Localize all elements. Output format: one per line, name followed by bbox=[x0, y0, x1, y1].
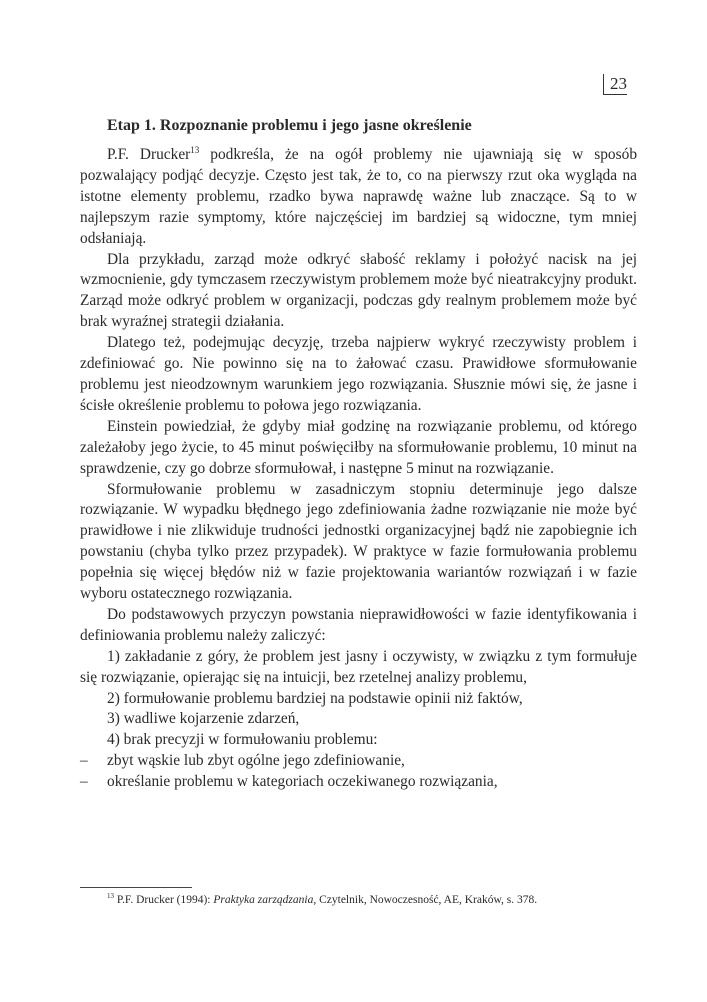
body-text bbox=[80, 145, 637, 793]
paragraph-1 bbox=[80, 145, 637, 250]
footnote-divider bbox=[80, 887, 192, 888]
section-heading: Etap 1. Rozpoznanie problemu i jego jasne określenie bbox=[107, 117, 472, 134]
page-number: 23 bbox=[603, 74, 627, 95]
list-item: 1) zakładanie z góry, że problem jest jasny i oczywisty, w związku z tym formułuje się rozwiązanie, opierając się na intuicji, bez rzetelnej analizy problemu, bbox=[80, 647, 637, 686]
paragraph-6: Do podstawowych przyczyn powstania nieprawidłowości w fazie identyfikowania i definiowania problemu należy zaliczyć: bbox=[80, 605, 637, 644]
footnote-author: P.F. Drucker (1994): bbox=[114, 894, 214, 906]
author-name: P.F. Drucker bbox=[107, 146, 191, 163]
list-item: 4) brak precyzji w formułowaniu problemu: bbox=[107, 731, 378, 749]
footnote-number: 13 bbox=[107, 892, 114, 901]
footnote bbox=[107, 893, 647, 907]
footnote-title: Praktyka zarządzania bbox=[213, 894, 314, 906]
dash-list-item: – zbyt wąskie lub zbyt ogólne jego zdefiniowanie, bbox=[80, 751, 637, 772]
list-item: 2) formułowanie problemu bardziej na podstawie opinii niż faktów, bbox=[107, 689, 523, 707]
footnote-publisher: , Czytelnik, Nowoczesność, AE, Kraków, s. 378. bbox=[313, 894, 538, 906]
dash-list-item: – określanie problemu w kategoriach oczekiwanego rozwiązania, bbox=[80, 772, 637, 793]
paragraph-3: Dlatego też, podejmując decyzję, trzeba najpierw wykryć rzeczywisty problem i zdefiniować go. Nie powinno się na to żałować czasu. Prawidłowe sformułowanie problemu jest nieodzownym warunkiem jego rozwiązania. Słusznie mówi się, że jasne i ścisłe określenie problemu to połowa jego rozwiązania. bbox=[80, 334, 637, 414]
footnote-reference: 13 bbox=[190, 144, 200, 155]
paragraph-4: Einstein powiedział, że gdyby miał godzinę na rozwiązanie problemu, od którego zależałoby jego życie, to 45 minut poświęciłby na sformułowanie problemu, 10 minut na sprawdzenie, czy go dobrze sformułował, i następne 5 minut na rozwiązanie. bbox=[80, 417, 637, 477]
list-item: 3) wadliwe kojarzenie zdarzeń, bbox=[107, 710, 300, 728]
paragraph-1-text: podkreśla, że na ogół problemy nie ujawniają się w sposób pozwalający podjąć decyzje. Często jest tak, że to, co na pierwszy rzut oka wygląda na istotne elementy problemu, rzadko bywa naprawdę ważne lub znaczące. Są to w najlepszym razie symptomy, które najczęściej im bardziej są widoczne, tym mniej odsłaniają. bbox=[80, 146, 638, 247]
paragraph-2: Dla przykładu, zarząd może odkryć słabość reklamy i położyć nacisk na jej wzmocnienie, gdy tymczasem rzeczywistym problemem może być nieatrakcyjny produkt. Zarząd może odkryć problem w organizacji, podczas gdy realnym problemem może być brak wyraźnej strategii działania. bbox=[80, 250, 637, 331]
paragraph-5: Sformułowanie problemu w zasadniczym stopniu determinuje jego dalsze rozwiązanie. W wypadku błędnego jego zdefiniowania żadne rozwiązanie nie może być prawidłowe i nie zlikwiduje trudności jednostki organizacyjnej bądź nie zapobiegnie ich powstaniu (chyba tylko przez przypadek). W praktyce w fazie formułowania problemu popełnia się więcej błędów niż w fazie projektowania wariantów rozwiązań i w fazie wyboru ostatecznego rozwiązania. bbox=[80, 480, 637, 603]
